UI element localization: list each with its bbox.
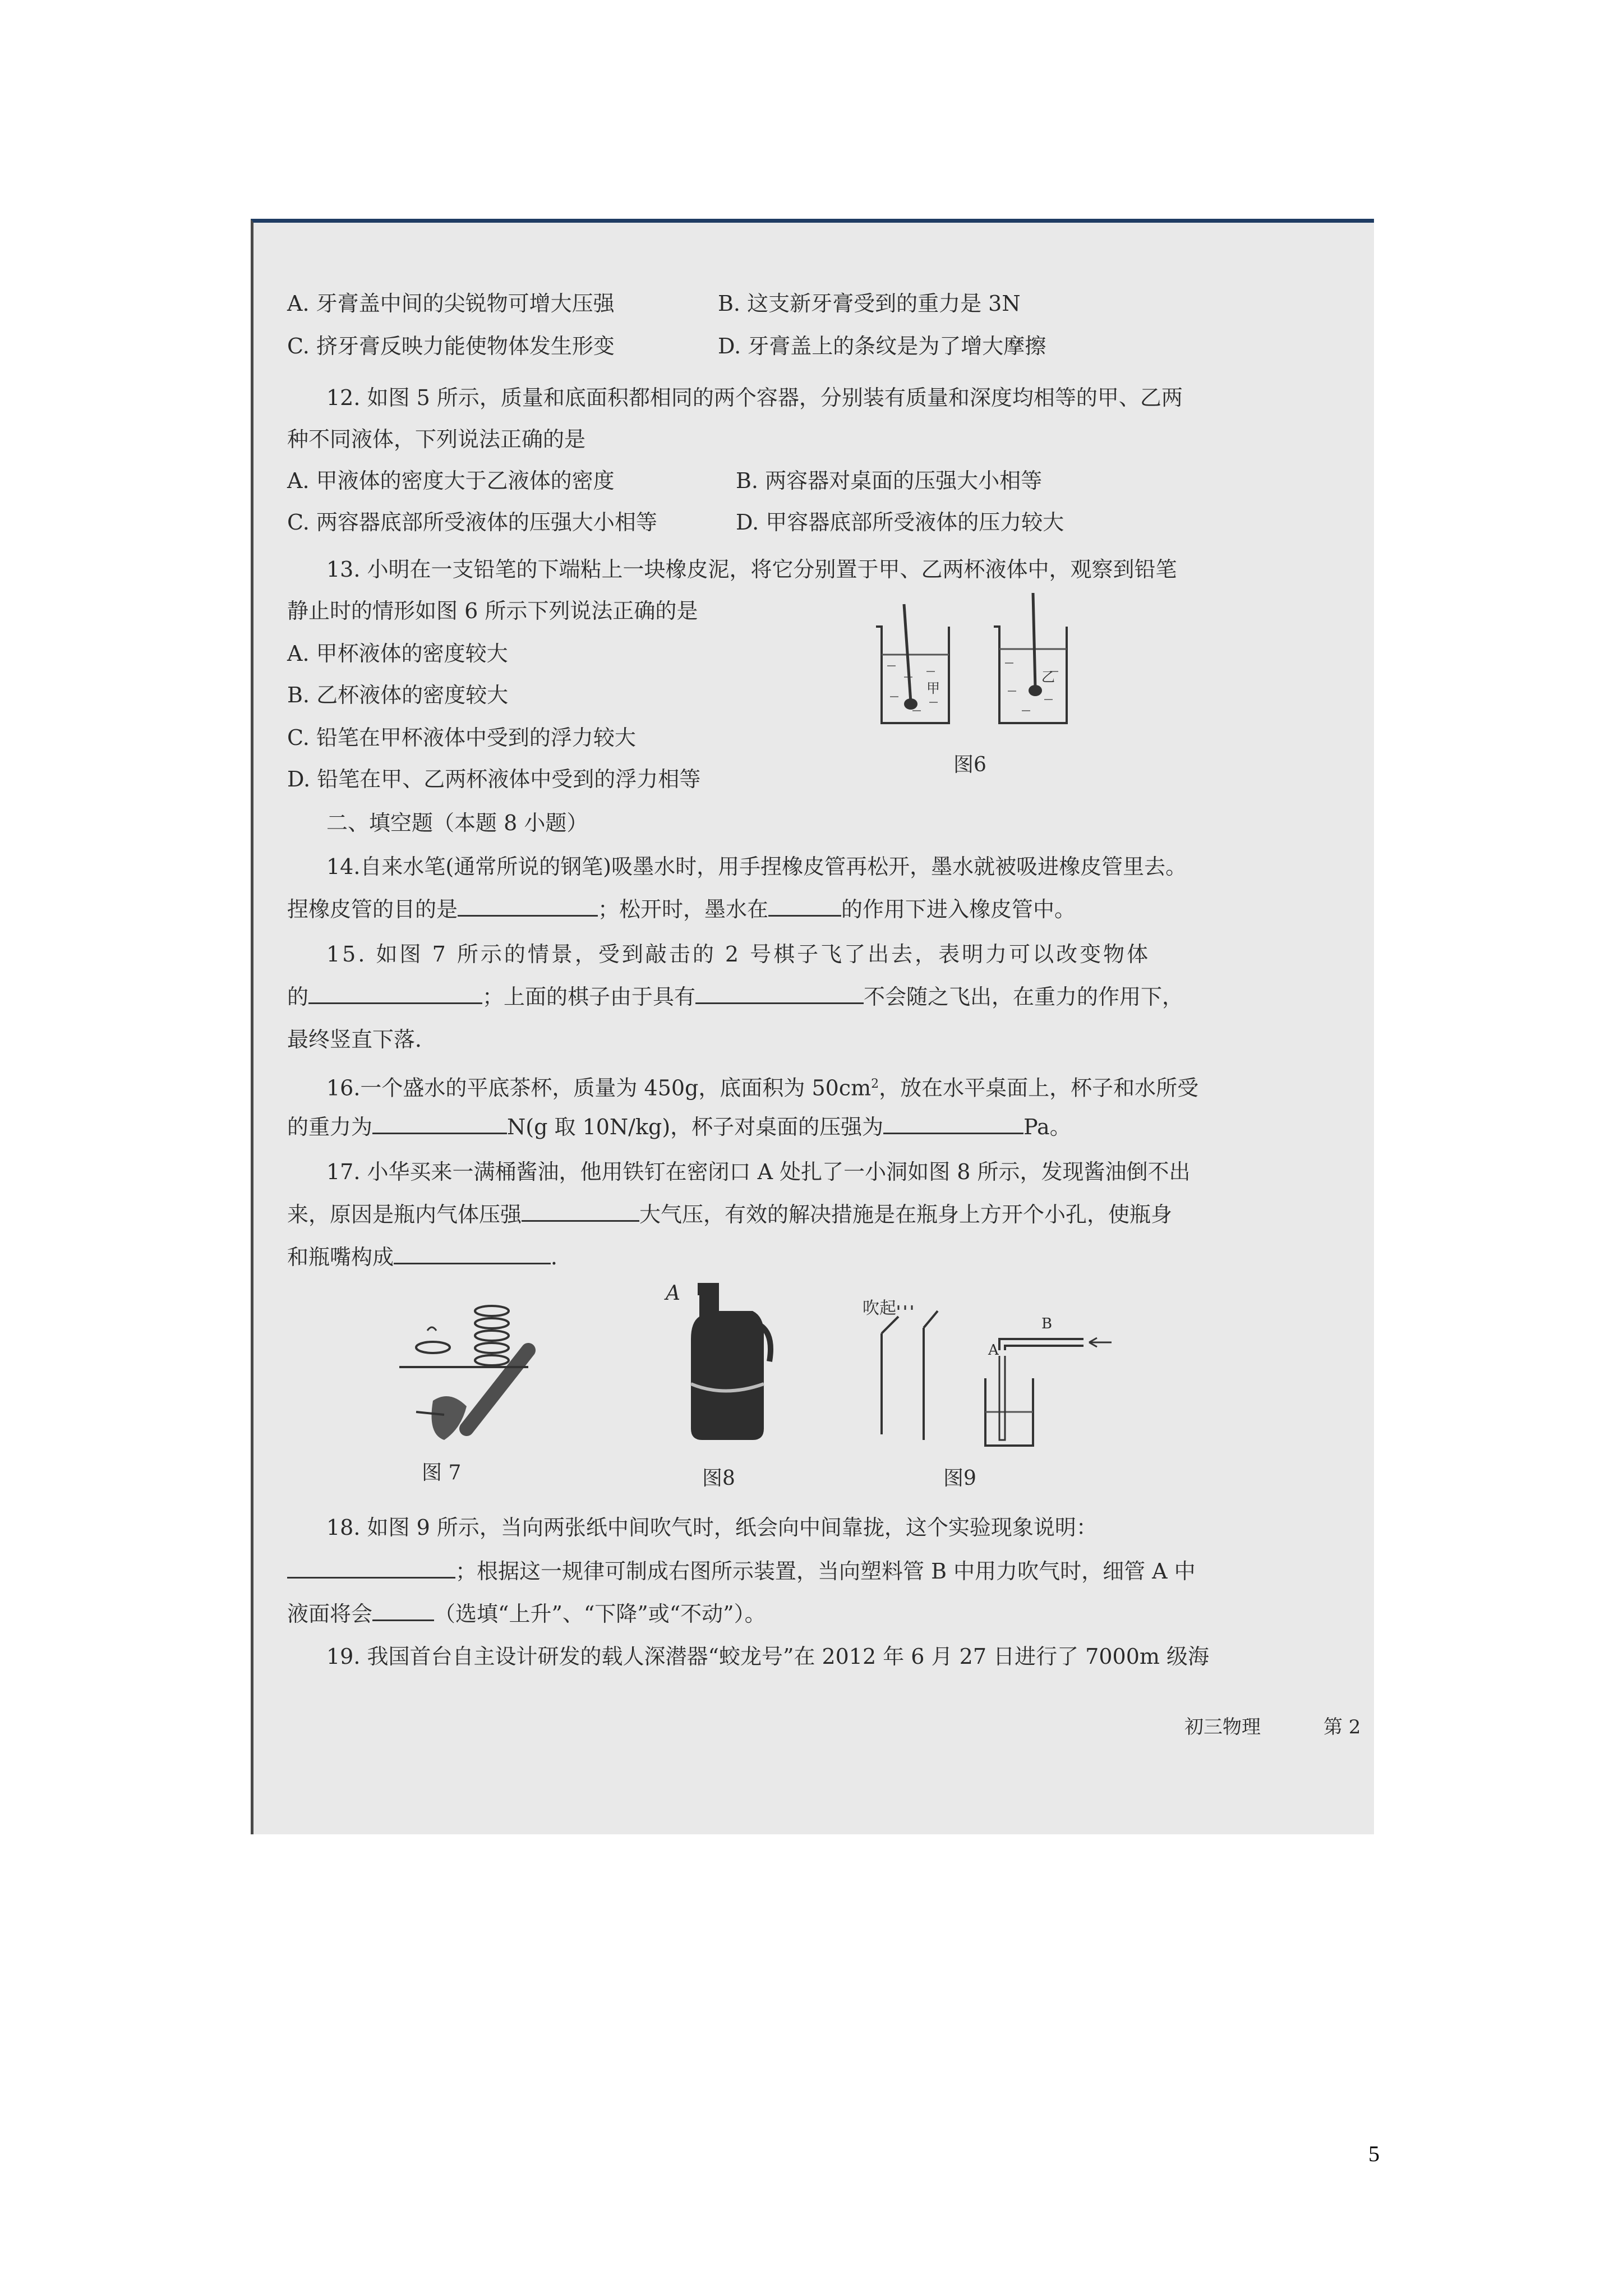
q12-stem-line2: 种不同液体，下列说法正确的是 xyxy=(287,427,586,452)
q15-blank-1[interactable] xyxy=(308,983,482,1004)
plasticine-jia xyxy=(904,698,917,710)
q12-option-c: C. 两容器底部所受液体的压强大小相等 xyxy=(287,510,657,535)
section-2-title: 二、填空题（本题 8 小题） xyxy=(326,811,588,835)
beaker-label-yi: 乙 xyxy=(1041,669,1055,685)
figure-6-caption: 图6 xyxy=(953,753,986,776)
q14-blank-2[interactable] xyxy=(768,896,841,917)
q16-line1: 16.一个盛水的平底茶杯，质量为 450g，底面积为 $50cm^2$，放在水平桌面上，杯子和水所受 xyxy=(326,1075,1199,1101)
hanging-papers xyxy=(882,1305,938,1440)
figure-9-label-a: A xyxy=(988,1342,999,1359)
figure-9-bernoulli xyxy=(865,1294,1156,1451)
flying-piece-2 xyxy=(416,1342,450,1353)
figure-6-beakers xyxy=(865,593,1112,728)
q13-stem-line2: 静止时的情形如图 6 所示下列说法正确的是 xyxy=(287,599,698,623)
pencil-yi xyxy=(1033,593,1035,688)
beaker-label-jia: 甲 xyxy=(926,680,940,696)
q18-blank-2[interactable] xyxy=(372,1600,434,1621)
q19-line1: 19. 我国首台自主设计研发的载人深潜器“蛟龙号”在 2012 年 6 月 27 日进行了 7000m 级海 xyxy=(326,1644,1209,1669)
q18-line3: 液面将会 （选填“上升”、“下降”或“不动”）。 xyxy=(287,1602,766,1626)
tube-apparatus xyxy=(985,1338,1112,1446)
q16-blank-2[interactable] xyxy=(883,1114,1023,1134)
scanned-exam-page xyxy=(251,219,1374,1834)
q17-line3: 和瓶嘴构成 ． xyxy=(287,1245,573,1269)
q11-option-b: B. 这支新牙膏受到的重力是 3N xyxy=(718,291,1021,316)
q17-blank-2[interactable] xyxy=(394,1244,551,1264)
q12-option-a: A. 甲液体的密度大于乙液体的密度 xyxy=(287,468,615,493)
q13-stem-line1: 13. 小明在一支铅笔的下端粘上一块橡皮泥，将它分别置于甲、乙两杯液体中，观察到铅笔 xyxy=(326,557,1177,582)
q17-line1: 17. 小华买来一满桶酱油，他用铁钉在密闭口 A 处扎了一小洞如图 8 所示，发现酱油倒不出 xyxy=(326,1159,1191,1184)
q11-option-c: C. 挤牙膏反映力能使物体发生形变 xyxy=(287,334,615,358)
q13-option-d: D. 铅笔在甲、乙两杯液体中受到的浮力相等 xyxy=(287,767,701,792)
figure-9-label-blow: 吹起 xyxy=(863,1299,896,1318)
q15-line1: 15. 如图 7 所示的情景，受到敲击的 2 号棋子飞了出去，表明力可以改变物体 xyxy=(326,942,1151,967)
q11-option-a: A. 牙膏盖中间的尖锐物可增大压强 xyxy=(287,291,615,316)
figure-7-chess-pieces xyxy=(394,1289,573,1457)
q18-blank-1[interactable] xyxy=(287,1558,455,1579)
jug-body xyxy=(691,1294,764,1440)
plasticine-yi xyxy=(1029,685,1042,696)
q11-option-d: D. 牙膏盖上的条纹是为了增大摩擦 xyxy=(718,334,1046,358)
q17-blank-1[interactable] xyxy=(522,1201,639,1222)
q14-line2: 捏橡皮管的目的是 ；松开时，墨水在 的作用下进入橡皮管中。 xyxy=(287,897,1076,922)
q13-option-b: B. 乙杯液体的密度较大 xyxy=(287,683,509,707)
figure-8-caption: 图8 xyxy=(702,1467,735,1490)
q16-line2: 的重力为 N(g 取 10N/kg)，杯子对桌面的压强为 Pa。 xyxy=(287,1115,1071,1139)
q12-option-d: D. 甲容器底部所受液体的压力较大 xyxy=(736,510,1064,535)
q12-stem-line1: 12. 如图 5 所示，质量和底面积都相同的两个容器，分别装有质量和深度均相等的甲、乙两 xyxy=(326,385,1183,410)
figure-8-label-a: A xyxy=(666,1282,680,1305)
q15-line3: 最终竖直下落． xyxy=(287,1027,437,1052)
q12-option-b: B. 两容器对桌面的压强大小相等 xyxy=(736,468,1043,493)
figure-9-label-b: B xyxy=(1041,1315,1053,1332)
figure-9-caption: 图9 xyxy=(943,1467,976,1490)
q17-line2: 来，原因是瓶内气体压强 大气压，有效的解决措施是在瓶身上方开个小孔，使瓶身 xyxy=(287,1202,1173,1227)
q14-line1: 14.自来水笔(通常所说的钢笔)吸墨水时，用手捏橡皮管再松开，墨水就被吸进橡皮管里去。 xyxy=(326,854,1187,879)
page-number: 5 xyxy=(1368,2141,1380,2166)
scan-footer-subject: 初三物理 xyxy=(1184,1716,1261,1738)
q18-line1: 18. 如图 9 所示，当向两张纸中间吹气时，纸会向中间靠拢，这个实验现象说明： xyxy=(326,1515,1098,1540)
beaker-jia xyxy=(876,604,949,723)
scan-footer-page: 第 2 xyxy=(1324,1716,1361,1738)
q14-blank-1[interactable] xyxy=(458,896,598,917)
pencil-jia xyxy=(904,604,911,702)
q15-blank-2[interactable] xyxy=(695,983,864,1004)
beaker-yi xyxy=(994,593,1067,723)
figure-7-caption: 图 7 xyxy=(422,1461,462,1484)
q18-line2: ；根据这一规律可制成右图所示装置，当向塑料管 B 中用力吹气时，细管 A 中 xyxy=(287,1558,1196,1585)
figure-8-jug xyxy=(668,1277,781,1457)
q16-blank-1[interactable] xyxy=(372,1114,507,1134)
q13-option-c: C. 铅笔在甲杯液体中受到的浮力较大 xyxy=(287,725,636,750)
q13-option-a: A. 甲杯液体的密度较大 xyxy=(287,641,508,666)
q15-line2: 的 ；上面的棋子由于具有 不会随之飞出，在重力的作用下， xyxy=(287,984,1184,1009)
